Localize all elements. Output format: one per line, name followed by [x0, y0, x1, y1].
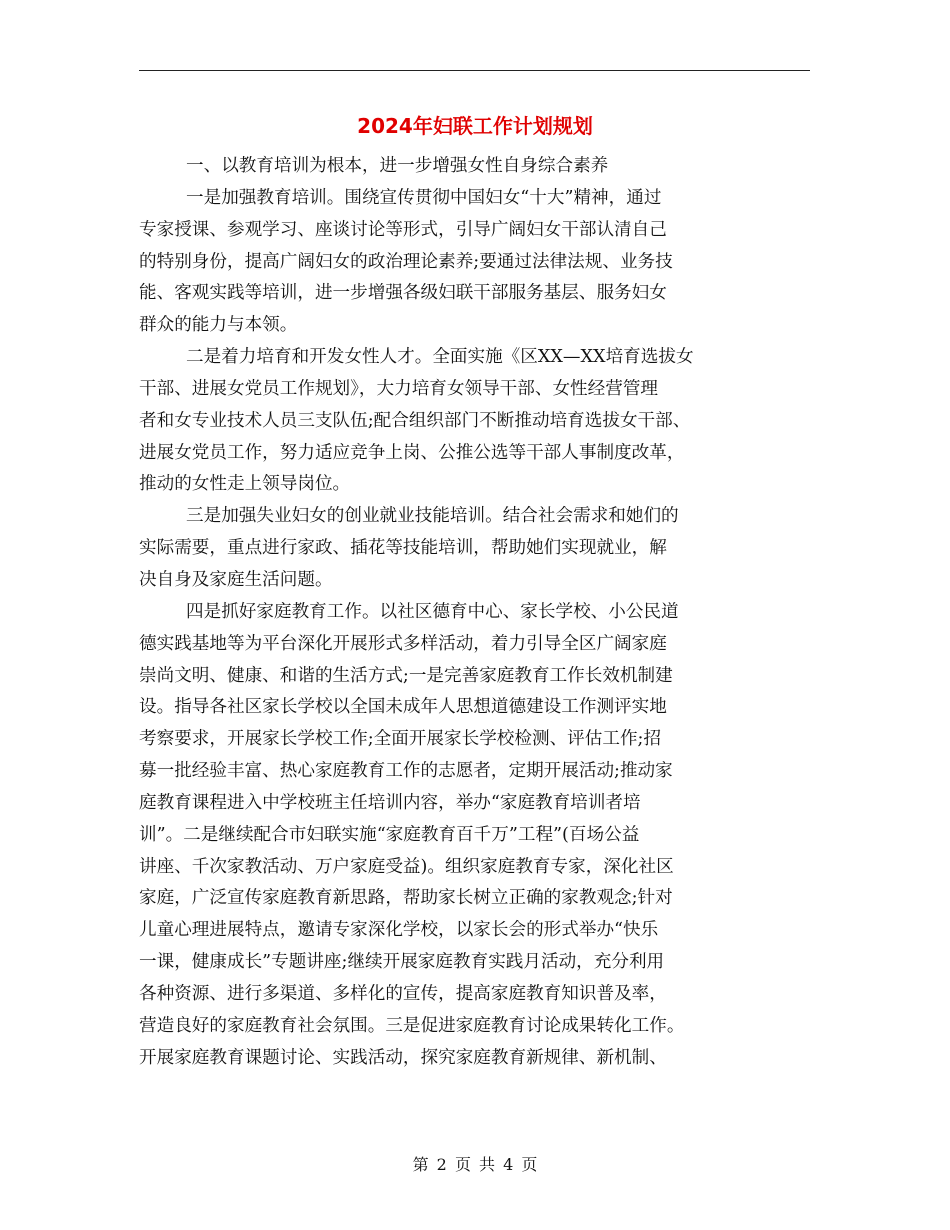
paragraph-line: 进展女党员工作，努力适应竞争上岗、公推公选等干部人事制度改革，	[139, 442, 685, 463]
paragraph-line: 实际需要，重点进行家政、插花等技能培训，帮助她们实现就业，解	[139, 538, 667, 559]
section-heading: 一、以教育培训为根本，进一步增强女性自身综合素养	[186, 156, 609, 176]
paragraph-line: 干部、进展女党员工作规划》，大力培育女领导干部、女性经营管理	[139, 378, 659, 399]
document-body	[139, 151, 819, 1074]
paragraph-line: 群众的能力与本领。	[139, 315, 298, 336]
paragraph-line: 者和女专业技术人员三支队伍;配合组织部门不断推动培育选拔女干部、	[139, 410, 691, 431]
paragraph-line: 庭教育课程进入中学校班主任培训内容，举办“家庭教育培训者培	[139, 792, 641, 813]
paragraph-line: 营造良好的家庭教育社会氛围。三是促进家庭教育讨论成果转化工作。	[139, 1015, 685, 1036]
paragraph-line: 推动的女性走上领导岗位。	[139, 474, 351, 495]
paragraph-line: 考察要求，开展家长学校工作;全面开展家长学校检测、评估工作;招	[139, 729, 662, 750]
paragraph-line: 设。指导各社区家长学校以全国未成年人思想道德建设工作测评实地	[139, 697, 667, 718]
paragraph-line: 募一批经验丰富、热心家庭教育工作的志愿者，定期开展活动;推动家	[139, 761, 673, 782]
paragraph-line: 德实践基地等为平台深化开展形式多样活动，着力引导全区广阔家庭	[139, 633, 667, 654]
paragraph-line: 讲座、千次家教活动、万户家庭受益)。组织家庭教育专家，深化社区	[139, 856, 674, 877]
paragraph-line: 训”。二是继续配合市妇联实施“家庭教育百千万”工程”(百场公益	[139, 824, 640, 845]
paragraph-line: 二是着力培育和开发女性人才。全面实施《区XX—XX培育选拔女	[186, 347, 694, 368]
page-number: 第 2 页 共 4 页	[412, 1155, 538, 1174]
paragraph-line: 决自身及家庭生活问题。	[139, 569, 333, 590]
paragraph-line: 开展家庭教育课题讨论、实践活动，探究家庭教育新规律、新机制、	[139, 1047, 667, 1068]
paragraph-line: 的特别身份，提高广阔妇女的政治理论素养;要通过法律法规、业务技	[139, 251, 673, 272]
header-rule	[139, 70, 810, 71]
paragraph-line: 崇尚文明、健康、和谐的生活方式;一是完善家庭教育工作长效机制建	[139, 665, 673, 686]
paragraph-line: 能、客观实践等培训，进一步增强各级妇联干部服务基层、服务妇女	[139, 283, 667, 304]
paragraph-line: 四是抓好家庭教育工作。以社区德育中心、家长学校、小公民道	[186, 601, 679, 622]
document-title: 2024年妇联工作计划规划	[357, 114, 593, 138]
paragraph-line: 儿童心理进展特点，邀请专家深化学校，以家长会的形式举办“快乐	[139, 920, 659, 941]
paragraph-line: 家庭，广泛宣传家庭教育新思路，帮助家长树立正确的家教观念;针对	[139, 888, 673, 909]
paragraph-line: 专家授课、参观学习、座谈讨论等形式，引导广阔妇女干部认清自己	[139, 219, 667, 240]
paragraph-line: 一课，健康成长”专题讲座;继续开展家庭教育实践月活动，充分利用	[139, 952, 665, 973]
paragraph-line: 各种资源、进行多渠道、多样化的宣传，提高家庭教育知识普及率，	[139, 983, 667, 1004]
paragraph-line: 三是加强失业妇女的创业就业技能培训。结合社会需求和她们的	[186, 506, 679, 527]
paragraph-line: 一是加强教育培训。围绕宣传贯彻中国妇女“十大”精神，通过	[186, 187, 662, 208]
